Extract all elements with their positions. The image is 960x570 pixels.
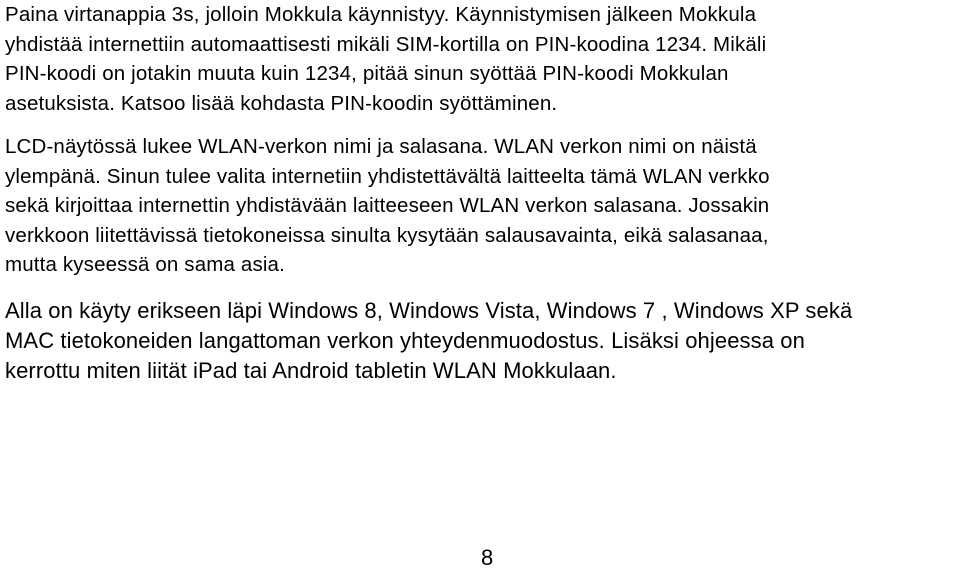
- paragraph-line: yhdistää internettiin automaattisesti mikäli SIM-kortilla on PIN-koodina 1234. Mikäli: [5, 32, 767, 56]
- paragraph-line: LCD-näytössä lukee WLAN-verkon nimi ja salasana. WLAN verkon nimi on näistä: [5, 135, 757, 158]
- paragraph-power-on: [5, 0, 766, 118]
- paragraph-wlan-credentials: [5, 132, 770, 280]
- paragraph-line: ylempänä. Sinun tulee valita internetiin yhdistettävältä laitteelta tämä WLAN verkko: [5, 164, 770, 188]
- paragraph-line: Alla on käyty erikseen läpi Windows 8, Windows Vista, Windows 7 , Windows XP sekä: [5, 298, 853, 323]
- paragraph-line: mutta kyseessä on sama asia.: [5, 253, 285, 276]
- paragraph-line: MAC tietokoneiden langattoman verkon yhteydenmuodostus. Lisäksi ohjeessa on: [5, 328, 805, 353]
- paragraph-line: asetuksista. Katsoo lisää kohdasta PIN-koodin syöttäminen.: [5, 91, 558, 115]
- paragraph-line: sekä kirjoittaa internettin yhdistävään laitteeseen WLAN verkon salasana. Jossakin: [5, 194, 770, 217]
- paragraph-line: verkkoon liitettävissä tietokoneissa sinulta kysytään salausavainta, eikä salasanaa,: [5, 223, 769, 247]
- paragraph-line: PIN-koodi on jotakin muuta kuin 1234, pitää sinun syöttää PIN-koodi Mokkulan: [5, 62, 729, 85]
- paragraph-line: Paina virtanappia 3s, jolloin Mokkula käynnistyy. Käynnistymisen jälkeen Mokkula: [5, 3, 757, 26]
- paragraph-line: kerrottu miten liität iPad tai Android tabletin WLAN Mokkulaan.: [5, 358, 617, 383]
- page-number: 8: [481, 545, 494, 570]
- paragraph-os-instructions: [5, 296, 852, 386]
- document-page: [5, 0, 957, 569]
